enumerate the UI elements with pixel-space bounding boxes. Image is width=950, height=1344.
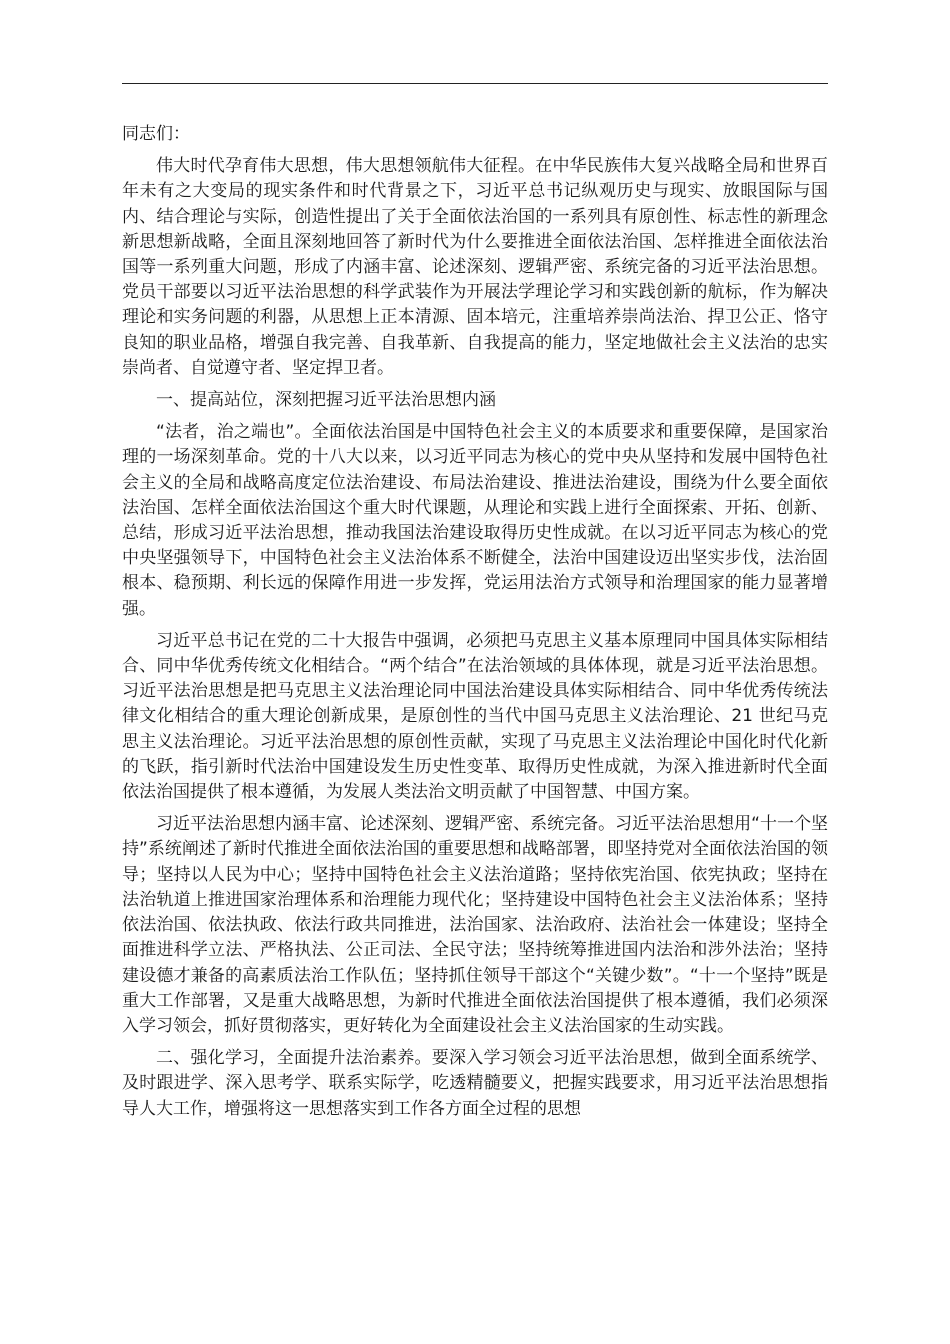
document-body xyxy=(122,122,828,1129)
salutation: 同志们： xyxy=(122,124,190,144)
header-rule xyxy=(122,83,828,84)
paragraph-two-combinations: 习近平总书记在党的二十大报告中强调，必须把马克思主义基本原理同中国具体实际相结合、同中华优秀传统文化相结合。“两个结合”在法治领域的具体体现，就是习近平法治思想。习近平法治思想是把马克思主义法治理论同中国法治建设具体实际相结合、同中华优秀传统法律文化相结合的重大理论创新成果，是原创性的当代中国马克思主义法治理论、21 世纪马克思主义法治理论。习近平法治思想的原创性贡献，实现了马克思主义法治理论中国化时代化新的飞跃，指引新时代法治中国建设发生历史性变革、取得历史性成就，为深入推进新时代全面依法治国提供了根本遵循，为发展人类法治文明贡献了中国智慧、中国方案。 xyxy=(122,630,828,803)
paragraph-rule-of-law: “法者，治之端也”。全面依法治国是中国特色社会主义的本质要求和重要保障，是国家治理的一场深刻革命。党的十八大以来，以习近平同志为核心的党中央从坚持和发展中国特色社会主义的全局和战略高度定位法治建设、布局法治建设、推进法治建设，围绕为什么要全面依法治国、怎样全面依法治国这个重大时代课题，从理论和实践上进行全面探索、开拓、创新、总结，形成习近平法治思想，推动我国法治建设取得历史性成就。在以习近平同志为核心的党中央坚强领导下，中国特色社会主义法治体系不断健全，法治中国建设迈出坚实步伐，法治固根本、稳预期、利长远的保障作用进一步发挥，党运用法治方式领导和治理国家的能力显著增强。 xyxy=(122,422,828,619)
paragraph-intro: 伟大时代孕育伟大思想，伟大思想领航伟大征程。在中华民族伟大复兴战略全局和世界百年未有之大变局的现实条件和时代背景之下，习近平总书记纵观历史与现实、放眼国际与国内、结合理论与实际，创造性提出了关于全面依法治国的一系列具有原创性、标志性的新理念新思想新战略，全面且深刻地回答了新时代为什么要推进全面依法治国、怎样推进全面依法治国等一系列重大问题，形成了内涵丰富、论述深刻、逻辑严密、系统完备的习近平法治思想。党员干部要以习近平法治思想的科学武装作为开展法学理论学习和实践创新的航标，作为解决理论和实务问题的利器，从思想上正本清源、固本培元，注重培养崇尚法治、捍卫公正、恪守良知的职业品格，增强自我完善、自我革新、自我提高的能力，坚定地做社会主义法治的忠实崇尚者、自觉遵守者、坚定捍卫者。 xyxy=(122,156,828,378)
section-heading-1: 一、提高站位，深刻把握习近平法治思想内涵 xyxy=(156,390,496,411)
paragraph-section-2: 二、强化学习，全面提升法治素养。要深入学习领会习近平法治思想，做到全面系统学、及时跟进学、深入思考学、联系实际学，吃透精髓要义，把握实践要求，用习近平法治思想指导人大工作，增强将这一思想落实到工作各方面全过程的思想 xyxy=(122,1048,828,1119)
paragraph-eleven-persistences: 习近平法治思想内涵丰富、论述深刻、逻辑严密、系统完备。习近平法治思想用“十一个坚持”系统阐述了新时代推进全面依法治国的重要思想和战略部署，即坚持党对全面依法治国的领导；坚持以人民为中心；坚持中国特色社会主义法治道路；坚持依宪治国、依宪执政；坚持在法治轨道上推进国家治理体系和治理能力现代化；坚持建设中国特色社会主义法治体系；坚持依法治国、依法执政、依法行政共同推进，法治国家、法治政府、法治社会一体建设；坚持全面推进科学立法、严格执法、公正司法、全民守法；坚持统筹推进国内法治和涉外法治；坚持建设德才兼备的高素质法治工作队伍；坚持抓住领导干部这个“关键少数”。“十一个坚持”既是重大工作部署，又是重大战略思想，为新时代推进全面依法治国提供了根本遵循，我们必须深入学习领会，抓好贯彻落实，更好转化为全面建设社会主义法治国家的生动实践。 xyxy=(122,814,828,1036)
